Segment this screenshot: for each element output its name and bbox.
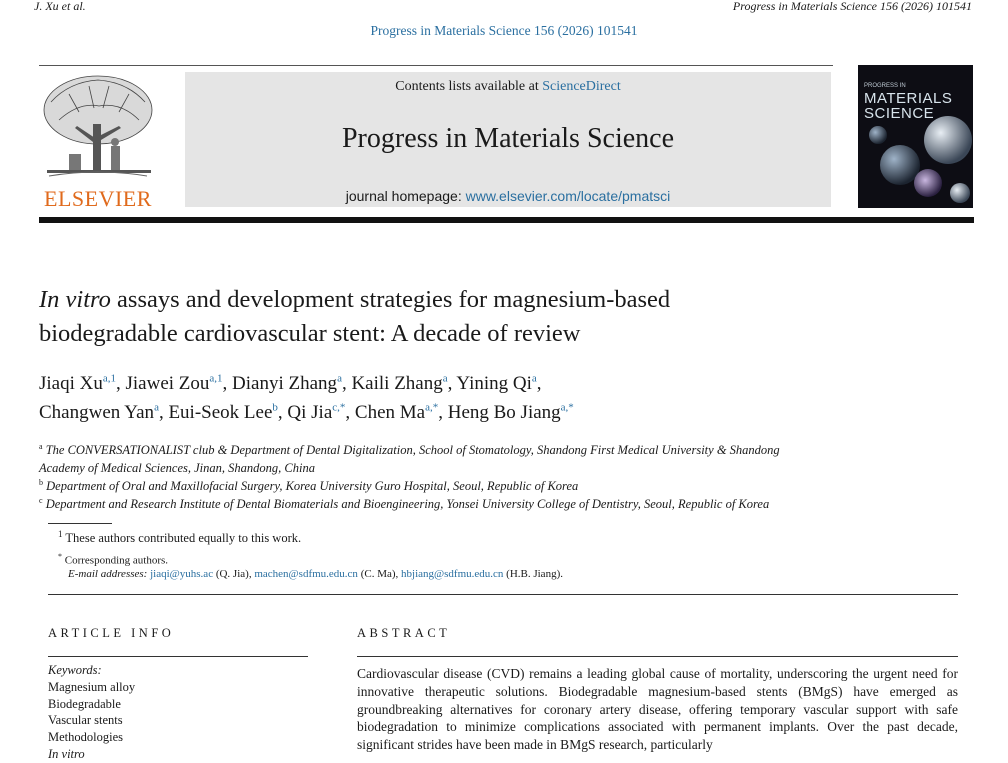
keyword[interactable]: Biodegradable	[48, 696, 121, 711]
author-affil-marker[interactable]: a	[442, 372, 448, 385]
section-divider	[48, 594, 958, 595]
separator: ,	[345, 402, 355, 423]
separator: ,	[447, 373, 457, 394]
divider	[39, 65, 833, 66]
journal-title: Progress in Materials Science	[341, 123, 675, 154]
keyword[interactable]: Vascular stents	[48, 713, 123, 728]
footnote-text: These authors contributed equally to this work.	[65, 531, 302, 546]
contents-prefix: Contents lists available at	[395, 79, 543, 94]
abstract-heading: ABSTRACT	[357, 626, 451, 640]
author[interactable]: Qi Jia	[287, 402, 333, 423]
affiliation-b	[39, 477, 939, 495]
separator: ,	[158, 402, 169, 423]
affiliation-a	[39, 441, 939, 477]
author-affil-marker[interactable]: a,*	[425, 401, 439, 414]
author[interactable]: Jiaqi Xu	[39, 373, 103, 394]
separator: ,	[116, 373, 126, 394]
article-info-heading: ARTICLE INFO	[48, 626, 175, 640]
footnote-text: Corresponding authors.	[64, 554, 169, 567]
abstract-divider	[357, 656, 958, 657]
masthead-divider	[39, 217, 974, 223]
author[interactable]: Jiawei Zou	[125, 373, 210, 394]
author[interactable]: Changwen Yan	[39, 402, 155, 423]
author[interactable]: Heng Bo Jiang	[447, 402, 561, 423]
cover-title-line1: MATERIALS	[864, 90, 953, 107]
article-info-divider	[48, 656, 308, 657]
author[interactable]: Dianyi Zhang	[232, 373, 338, 394]
email-link[interactable]: machen@sdfmu.edu.cn	[254, 568, 358, 580]
author-affil-marker[interactable]: a,*	[560, 401, 574, 414]
footnote-marker: *	[58, 552, 62, 561]
email-owner: (Q. Jia),	[213, 568, 255, 580]
homepage-prefix: journal homepage:	[345, 188, 466, 204]
homepage-link[interactable]: www.elsevier.com/locate/pmatsci	[465, 188, 671, 204]
affil-text-cont: Academy of Medical Sciences, Jinan, Shandong, China	[39, 461, 315, 475]
author-affil-marker[interactable]: a,1	[209, 372, 223, 385]
journal-citation-link[interactable]: Progress in Materials Science 156 (2026) 101541	[370, 23, 638, 38]
separator: ,	[277, 402, 288, 423]
keywords-label: Keywords:	[48, 663, 102, 677]
separator: ,	[341, 373, 352, 394]
affil-marker: c	[39, 495, 43, 505]
email-link[interactable]: jiaqi@yuhs.ac	[150, 568, 214, 580]
footnote-divider	[48, 523, 112, 524]
author[interactable]: Yining Qi	[456, 373, 532, 394]
cover-title	[864, 91, 952, 121]
abstract-text: Cardiovascular disease (CVD) remains a leading global cause of mortality, underscoring the urgent need for innovative therapeutic solutions. Biodegradable magnesium-based stents (BMgS) have emerged as groundbreaking alternatives for coronary artery disease, offering temporary vascular support with safe biodegradation to minimize complications associated with permanent implants. Over the past decade, significant strides have been made in BMgS research, particularly	[357, 666, 958, 753]
email-owner: (H.B. Jiang).	[503, 568, 563, 580]
author[interactable]: Chen Ma	[354, 402, 426, 423]
footnote-marker: 1	[58, 529, 63, 539]
affil-text: Department of Oral and Maxillofacial Surgery, Korea University Guro Hospital, Seoul, Republic of Korea	[46, 479, 579, 493]
affil-marker: a	[39, 441, 43, 451]
running-author: J. Xu et al.	[34, 0, 86, 13]
corresponding-note	[58, 552, 168, 567]
author-line-2	[39, 398, 939, 427]
keywords-list	[48, 679, 135, 763]
affil-text: Department and Research Institute of Dental Biomaterials and Bioengineering, Yonsei University College of Dentistry, Seoul, Republic of Korea	[45, 497, 770, 511]
title-italic: In vitro	[39, 286, 111, 313]
author[interactable]: Kaili Zhang	[351, 373, 443, 394]
email-label: E-mail addresses:	[68, 568, 148, 580]
author-affil-marker[interactable]: b	[272, 401, 278, 414]
cover-title-line2: SCIENCE	[864, 105, 935, 122]
author-affil-marker[interactable]: a	[154, 401, 159, 414]
homepage-line	[185, 188, 831, 204]
author-line-1	[39, 369, 939, 398]
author-list	[39, 369, 939, 427]
title-line2: biodegradable cardiovascular stent: A decade of review	[39, 320, 581, 347]
separator: ,	[222, 373, 233, 394]
email-addresses	[68, 568, 563, 580]
separator: ,	[438, 402, 448, 423]
affil-marker: b	[39, 477, 43, 487]
author[interactable]: Eui-Seok Lee	[168, 402, 273, 423]
author-affil-marker[interactable]: a	[337, 372, 342, 385]
author-affil-marker[interactable]: c,*	[332, 401, 346, 414]
contents-line	[185, 79, 831, 95]
separator: ,	[536, 373, 542, 394]
journal-cover-image[interactable]	[858, 65, 973, 208]
equal-contribution-note	[58, 529, 301, 546]
article-title	[39, 283, 939, 351]
email-link[interactable]: hbjiang@sdfmu.edu.cn	[401, 568, 504, 580]
running-citation: Progress in Materials Science 156 (2026) 101541	[732, 0, 972, 13]
affiliation-c	[39, 495, 939, 513]
author-affil-marker[interactable]: a,1	[102, 372, 116, 385]
keyword[interactable]: Magnesium alloy	[48, 680, 136, 694]
email-owner: (C. Ma),	[357, 568, 402, 580]
keyword[interactable]: In vitro	[48, 746, 85, 761]
sciencedirect-link[interactable]: ScienceDirect	[542, 79, 621, 94]
affil-text: The CONVERSATIONALIST club & Department of Dental Digitalization, School of Stomatology, Shandong First Medical University & Shandong	[45, 443, 780, 457]
author-affil-marker[interactable]: a	[531, 372, 537, 385]
elsevier-wordmark: ELSEVIER	[44, 186, 152, 211]
title-line1-rest: assays and development strategies for magnesium-based	[110, 286, 671, 313]
keyword[interactable]: Methodologies	[48, 730, 123, 745]
cover-small-text: PROGRESS IN	[864, 83, 906, 89]
